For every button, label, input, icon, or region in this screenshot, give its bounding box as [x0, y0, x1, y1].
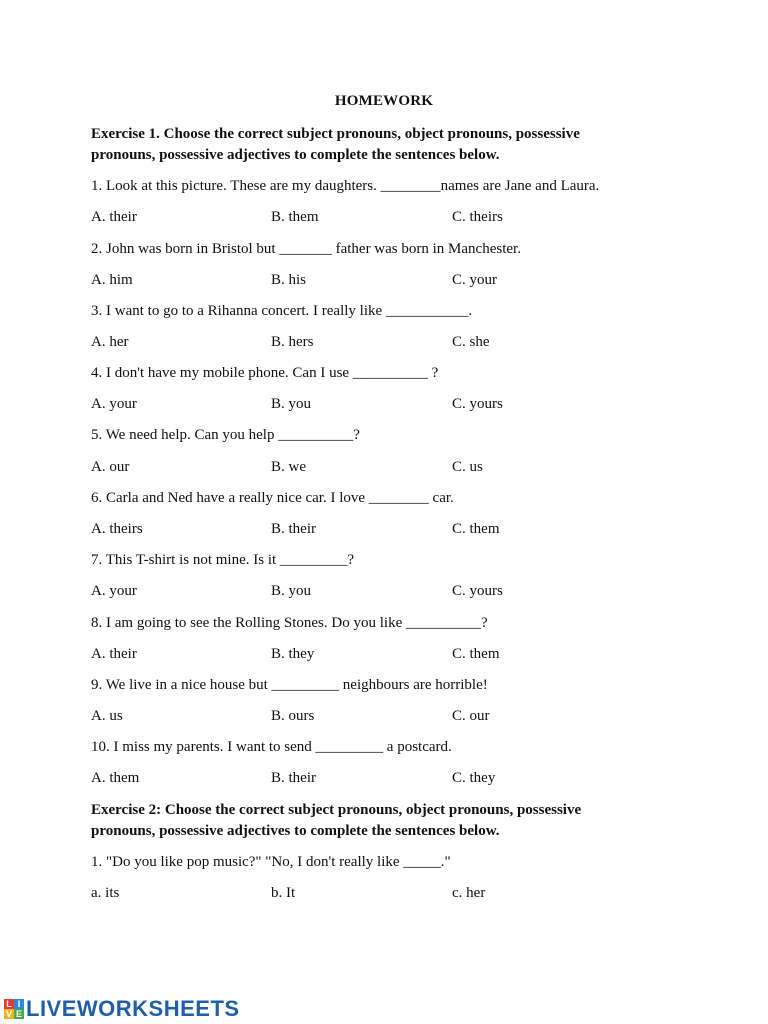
question-8: 8. I am going to see the Rolling Stones. Do you like __________? [91, 615, 488, 631]
exercise1-heading [91, 124, 651, 166]
exercise1-heading-line1: Exercise 1. Choose the correct subject pronouns, object pronouns, possessive [91, 126, 580, 142]
option-b: B. hers [271, 334, 314, 350]
option-a: A. your [91, 583, 137, 599]
option-b: b. It [271, 885, 296, 901]
option-a: A. theirs [91, 521, 143, 537]
option-a: A. our [91, 459, 130, 475]
question-9: 9. We live in a nice house but _________ neighbours are horrible! [91, 677, 488, 693]
option-b: B. you [271, 396, 312, 412]
option-b: B. they [271, 646, 315, 662]
option-c: C. yours [452, 583, 503, 599]
logo-mark-letter: I [14, 999, 24, 1009]
option-b: B. them [271, 209, 319, 225]
logo-text: LIVEWORKSHEETS [26, 996, 240, 1021]
question-10: 10. I miss my parents. I want to send _________ a postcard. [91, 739, 452, 755]
question-3: 3. I want to go to a Rihanna concert. I really like ___________. [91, 303, 473, 319]
option-c: C. them [452, 646, 500, 662]
exercise2-heading-line1: Exercise 2: Choose the correct subject pronouns, object pronouns, possessive [91, 802, 582, 818]
question-7: 7. This T-shirt is not mine. Is it _________? [91, 552, 355, 568]
logo-mark-letter: L [4, 999, 14, 1009]
question-6: 6. Carla and Ned have a really nice car. I love ________ car. [91, 490, 454, 506]
option-c: C. she [452, 334, 490, 350]
option-a: A. her [91, 334, 129, 350]
option-c: C. theirs [452, 209, 503, 225]
page-title: HOMEWORK [334, 93, 434, 109]
exercise2-heading [91, 800, 651, 842]
option-c: C. they [452, 770, 496, 786]
option-c: C. us [452, 459, 483, 475]
logo-mark-letter: E [15, 1009, 22, 1019]
question-2: 2. John was born in Bristol but _______ father was born in Manchester. [91, 241, 521, 257]
option-b: B. we [271, 459, 306, 475]
option-c: C. them [452, 521, 500, 537]
exercise2-heading-line2: pronouns, possessive adjectives to complete the sentences below. [91, 823, 500, 839]
option-c: C. yours [452, 396, 503, 412]
liveworksheets-logo [4, 996, 240, 1022]
exercise2-question-1: 1. "Do you like pop music?" "No, I don't really like _____." [91, 854, 451, 870]
option-c: C. your [452, 272, 497, 288]
option-b: B. you [271, 583, 312, 599]
option-a: a. its [91, 885, 120, 901]
exercise1-heading-line2: pronouns, possessive adjectives to complete the sentences below. [91, 147, 500, 163]
option-a: A. them [91, 770, 140, 786]
option-a: A. him [91, 272, 133, 288]
question-1: 1. Look at this picture. These are my daughters. ________names are Jane and Laura. [91, 178, 600, 194]
option-b: B. their [271, 770, 316, 786]
option-b: B. ours [271, 708, 315, 724]
logo-mark-icon [4, 999, 24, 1019]
option-c: C. our [452, 708, 490, 724]
option-b: B. his [271, 272, 307, 288]
option-a: A. your [91, 396, 137, 412]
option-c: c. her [452, 885, 486, 901]
question-5: 5. We need help. Can you help __________? [91, 427, 360, 443]
option-a: A. their [91, 646, 137, 662]
option-a: A. their [91, 209, 137, 225]
logo-mark-letter: V [5, 1009, 12, 1019]
option-b: B. their [271, 521, 316, 537]
question-4: 4. I don't have my mobile phone. Can I use __________ ? [91, 365, 439, 381]
option-a: A. us [91, 708, 123, 724]
